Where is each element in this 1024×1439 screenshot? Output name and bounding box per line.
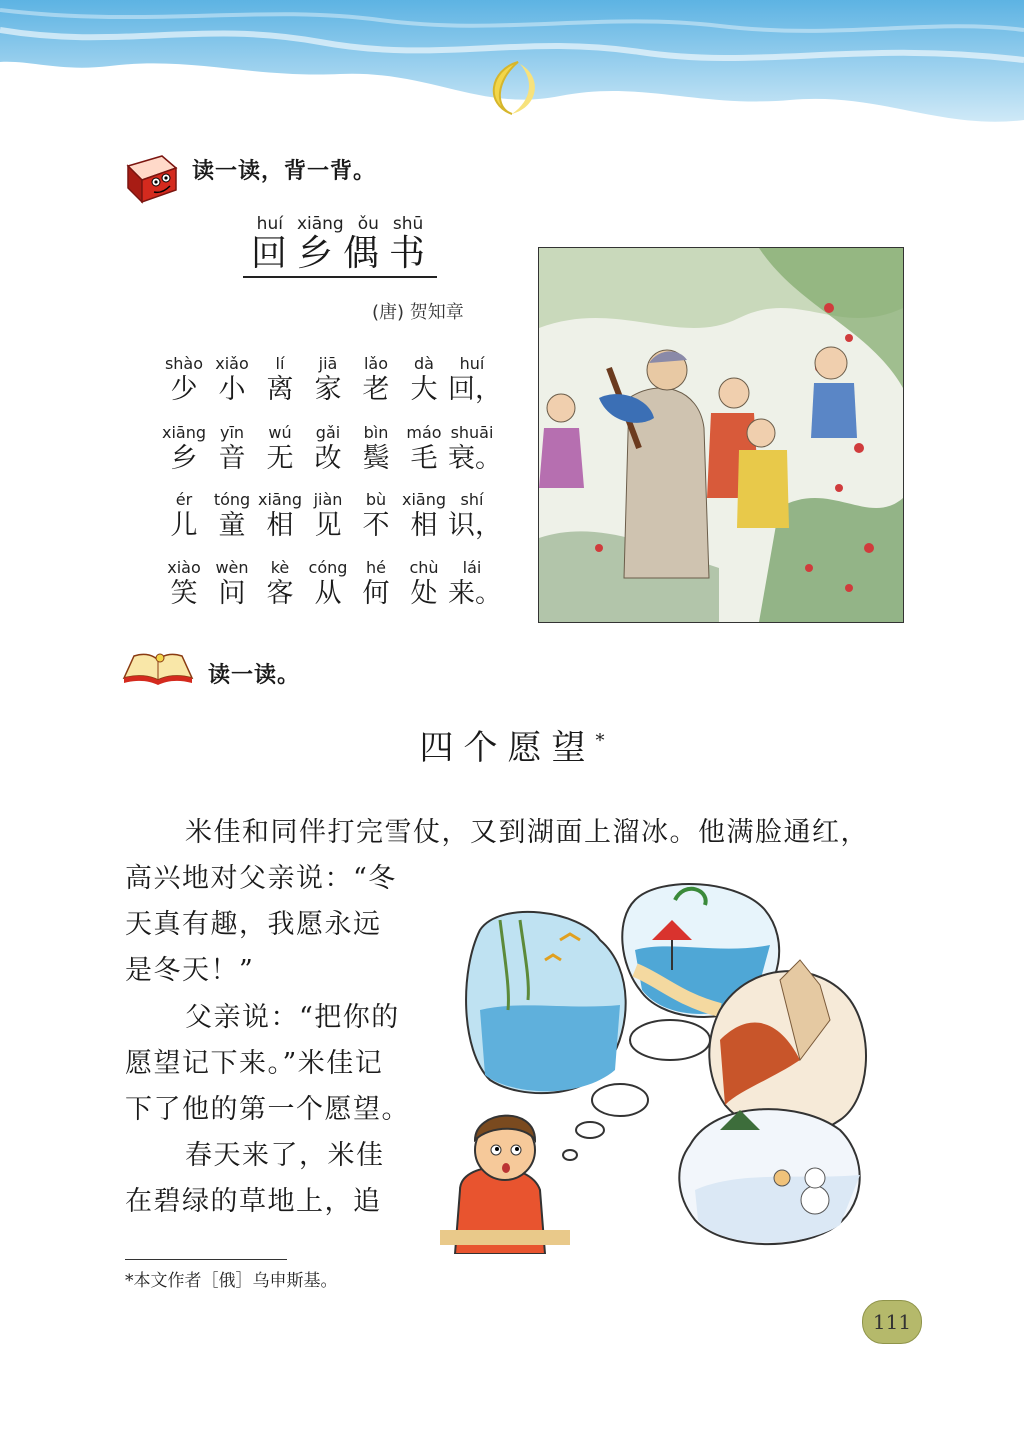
- poem-line: [160, 490, 510, 543]
- footnote-marker: *: [595, 730, 605, 752]
- poem-char: 老: [362, 374, 390, 405]
- pinyin: shí: [460, 490, 484, 509]
- poem-char: 大: [410, 374, 438, 405]
- pinyin: tóng: [213, 490, 251, 509]
- poem-title: 回乡偶书: [243, 234, 437, 278]
- poem-char: 从: [314, 578, 342, 609]
- footnote-divider: [125, 1259, 287, 1260]
- pinyin: shào: [164, 354, 204, 373]
- pinyin: xiǎo: [215, 354, 249, 373]
- pinyin: dà: [414, 354, 434, 373]
- pinyin: xiào: [167, 558, 201, 577]
- story-paragraph-line: 米佳和同伴打完雪仗，又到湖面上溜冰。他满脸通红，: [185, 817, 869, 848]
- pinyin: lái: [462, 558, 482, 577]
- story-paragraph-line: 下了他的第一个愿望。: [125, 1094, 410, 1125]
- poem-illustration: [538, 247, 904, 623]
- poem-char: 鬓: [362, 443, 390, 474]
- poem-char: 客: [266, 578, 294, 609]
- pinyin: ér: [175, 490, 193, 509]
- poem-char: 少: [170, 374, 198, 405]
- poem-char: 童: [218, 510, 246, 541]
- poem-char: 毛: [410, 443, 438, 474]
- poem-title-pinyin: [240, 214, 440, 234]
- poem-char: 来。: [448, 578, 502, 609]
- poem-char: 音: [218, 443, 246, 474]
- pinyin: xiāng: [401, 490, 446, 509]
- story-paragraph-line: 父亲说：“把你的: [185, 1002, 400, 1033]
- pinyin: shū: [392, 214, 424, 234]
- pinyin: kè: [270, 558, 290, 577]
- story-illustration: [420, 860, 905, 1254]
- poem-char: 乡: [170, 443, 198, 474]
- poem-char: 回，: [448, 374, 502, 405]
- poem-char: 见: [314, 510, 342, 541]
- pinyin: wèn: [215, 558, 249, 577]
- pinyin: lǎo: [363, 354, 389, 373]
- poem-char: 改: [314, 443, 342, 474]
- poem-char: 家: [314, 374, 342, 405]
- section-heading-read-recite: 读一读，背一背。: [192, 159, 377, 184]
- poem-char: 衰。: [448, 443, 502, 474]
- pinyin: bìn: [363, 423, 389, 442]
- story-title-text: 四个愿望: [419, 728, 596, 768]
- poem-line: [160, 354, 510, 407]
- pinyin: máo: [406, 423, 442, 442]
- story-paragraph-line: 愿望记下来。”米佳记: [125, 1048, 384, 1079]
- poem-char: 儿: [170, 510, 198, 541]
- pinyin: shuāi: [450, 423, 494, 442]
- story-paragraph-line: 春天来了，米佳: [185, 1140, 385, 1171]
- poem-char: 识，: [448, 510, 502, 541]
- story-paragraph-line: 在碧绿的草地上，追: [125, 1186, 382, 1217]
- story-paragraph-line: 天真有趣，我愿永远: [125, 909, 382, 940]
- footnote: *本文作者［俄］乌申斯基。: [125, 1271, 338, 1291]
- pinyin: wú: [268, 423, 292, 442]
- pinyin: jiàn: [313, 490, 343, 509]
- poem-char: 何: [362, 578, 390, 609]
- pinyin: bù: [365, 490, 387, 509]
- pinyin: huí: [459, 354, 485, 373]
- poem-char: 笑: [170, 578, 198, 609]
- pinyin: huí: [256, 214, 283, 234]
- pinyin: chù: [409, 558, 439, 577]
- poem-char: 相: [410, 510, 438, 541]
- poem-char: 离: [266, 374, 294, 405]
- story-title: [0, 720, 1024, 769]
- header-sky-wave: [0, 0, 1024, 135]
- pinyin: xiāng: [296, 214, 344, 234]
- poem-line: [160, 558, 510, 611]
- pinyin: cóng: [308, 558, 348, 577]
- pinyin: hé: [366, 558, 386, 577]
- poem-char: 问: [218, 578, 246, 609]
- poem-author: (唐) 贺知章: [372, 302, 464, 323]
- open-book-icon: [122, 648, 194, 686]
- poem-char: 不: [362, 510, 390, 541]
- poem-char: 小: [218, 374, 246, 405]
- section-heading-read: 读一读。: [208, 663, 301, 688]
- pinyin: ǒu: [357, 214, 379, 234]
- pinyin: gǎi: [315, 423, 341, 442]
- poem-char: 无: [266, 443, 294, 474]
- red-book-icon: [122, 146, 182, 206]
- pinyin: xiāng: [257, 490, 302, 509]
- pinyin: jiā: [318, 354, 338, 373]
- pinyin: xiāng: [161, 423, 206, 442]
- poem-char: 处: [410, 578, 438, 609]
- poem-line: [160, 423, 510, 476]
- poem-title-block: [240, 214, 440, 278]
- story-paragraph-line: 是冬天！”: [125, 955, 255, 986]
- page-number: 111: [862, 1300, 922, 1344]
- pinyin: yīn: [219, 423, 245, 442]
- poem-char: 相: [266, 510, 294, 541]
- pinyin: lí: [275, 354, 285, 373]
- story-paragraph-line: 高兴地对父亲说：“冬: [125, 863, 397, 894]
